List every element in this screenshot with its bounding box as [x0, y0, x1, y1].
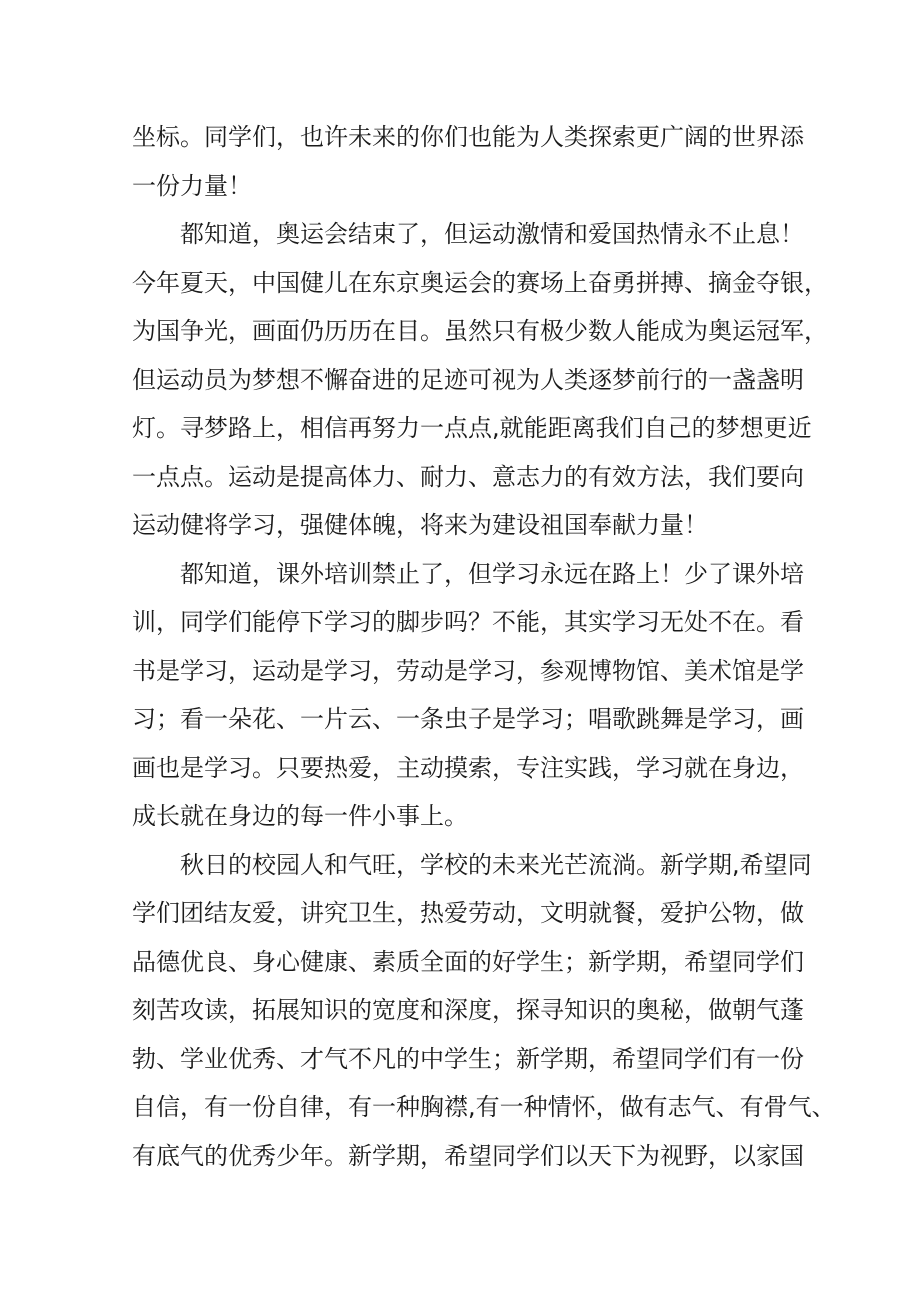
- text-line: 一份力量！: [132, 171, 252, 200]
- body-text: [132, 113, 836, 1180]
- text-line: 自信，有一份自律，有一种胸襟,有一种情怀，做有志气、有骨气、: [132, 1093, 836, 1121]
- text-line: 画也是学习。只要热爱，主动摸索，专注实践，学习就在身边，: [132, 753, 804, 782]
- text-line: 有底气的优秀少年。新学期，希望同学们以天下为视野，以家国: [132, 1141, 804, 1170]
- text-line: 坐标。同学们，也许未来的你们也能为人类探索更广阔的世界添: [132, 123, 804, 151]
- text-line: 但运动员为梦想不懈奋进的足迹可视为人类逐梦前行的一盏盏明: [132, 365, 804, 394]
- text-line: 学们团结友爱，讲究卫生，热爱劳动，文明就餐，爱护公物，做: [132, 899, 804, 927]
- text-line: 习；看一朵花、一片云、一条虫子是学习；唱歌跳舞是学习，画: [132, 705, 804, 733]
- text-line: 灯。寻梦路上，相信再努力一点点,就能距离我们自己的梦想更近: [132, 414, 812, 442]
- text-line: 运动健将学习，强健体魄，将来为建设祖国奉献力量！: [132, 511, 708, 539]
- text-line: 勃、学业优秀、才气不凡的中学生；新学期，希望同学们有一份: [132, 1044, 804, 1073]
- paragraph-start-line: 都知道，课外培训禁止了，但学习永远在路上！少了课外培: [180, 559, 804, 588]
- text-line: 刻苦攻读，拓展知识的宽度和深度，探寻知识的奥秘，做朝气蓬: [132, 996, 804, 1024]
- text-line: 为国争光，画面仍历历在目。虽然只有极少数人能成为奥运冠军，: [132, 317, 828, 345]
- paragraph-start-line: 秋日的校园人和气旺，学校的未来光芒流淌。新学期,希望同: [180, 850, 812, 879]
- text-line: 今年夏天，中国健儿在东京奥运会的赛场上奋勇拼搏、摘金夺银，: [132, 268, 828, 297]
- text-line: 成长就在身边的每一件小事上。: [132, 802, 468, 830]
- paragraph-start-line: 都知道，奥运会结束了，但运动激情和爱国热情永不止息！: [180, 220, 804, 248]
- text-line: 训，同学们能停下学习的脚步吗？不能，其实学习无处不在。看: [132, 608, 804, 636]
- text-line: 书是学习，运动是学习，劳动是学习，参观博物馆、美术馆是学: [132, 656, 804, 685]
- text-line: 品德优良、身心健康、素质全面的好学生；新学期，希望同学们: [132, 947, 804, 976]
- text-line: 一点点。运动是提高体力、耐力、意志力的有效方法，我们要向: [132, 462, 804, 491]
